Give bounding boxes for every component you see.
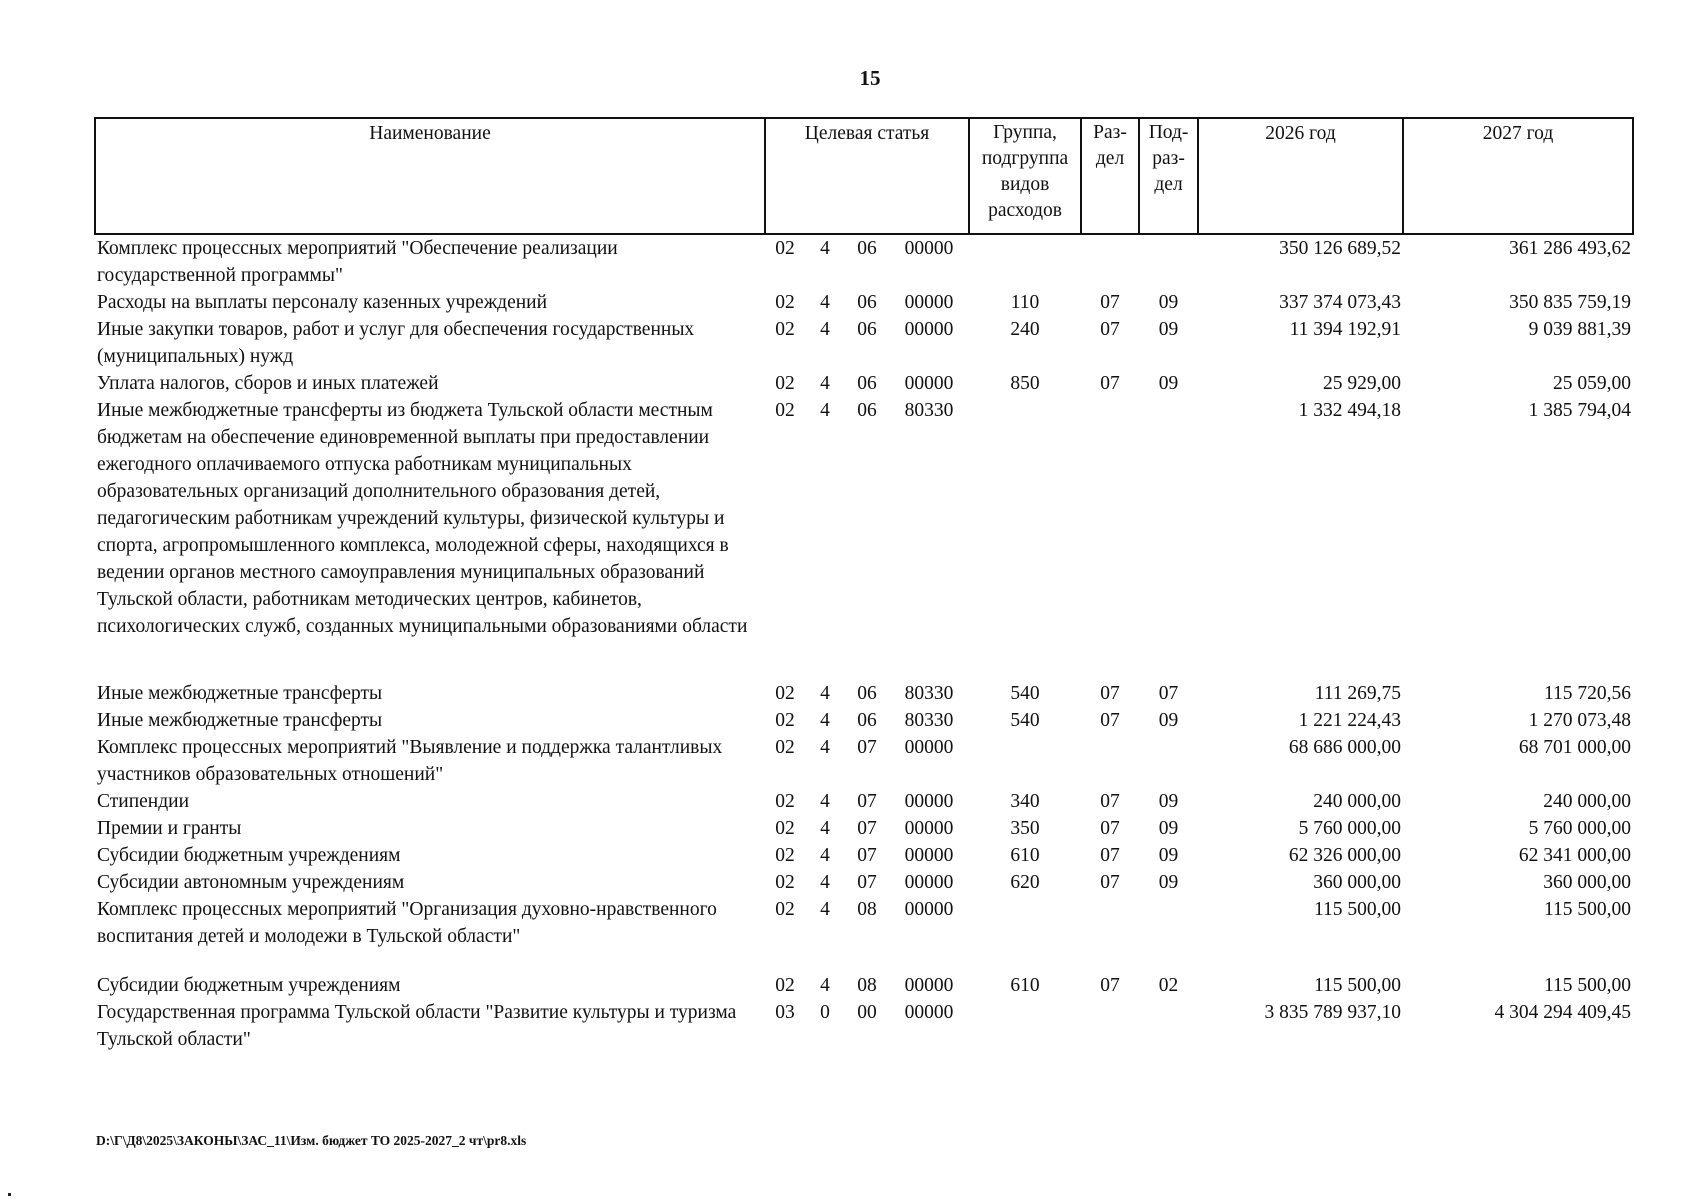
row-target-type: 4 <box>820 400 830 421</box>
scan-mark <box>8 1193 11 1196</box>
row-name: Иные закупки товаров, работ и услуг для обеспечения государственных (муниципальных) нужд <box>97 319 695 367</box>
budget-table-container <box>94 117 1632 1053</box>
row-subsection <box>1139 734 1198 788</box>
row-group <box>969 896 1081 950</box>
row-target-code: 00000 <box>904 319 954 340</box>
table-row <box>95 842 1633 869</box>
row-target-code: 00000 <box>904 845 954 866</box>
row-amount-2026: 240 000,00 <box>1313 791 1402 812</box>
row-group: 540 <box>1010 710 1040 731</box>
row-target-element: 06 <box>857 710 877 731</box>
row-subsection: 09 <box>1158 292 1179 313</box>
row-target-type: 4 <box>820 872 830 893</box>
row-section <box>1081 734 1139 788</box>
row-amount-2027: 4 304 294 409,45 <box>1494 1002 1632 1023</box>
row-target-code: 00000 <box>904 791 954 812</box>
row-target-type: 4 <box>820 373 830 394</box>
row-target-code: 00000 <box>904 1002 954 1023</box>
row-name: Стипендии <box>97 791 190 812</box>
row-amount-2027: 5 760 000,00 <box>1528 818 1632 839</box>
row-target-code: 00000 <box>904 899 954 920</box>
row-subsection: 07 <box>1158 683 1179 704</box>
row-target-program: 02 <box>775 400 795 421</box>
row-target-code: 00000 <box>904 737 954 758</box>
row-name: Иные межбюджетные трансферты <box>97 710 383 731</box>
row-spacer <box>95 640 1633 680</box>
row-amount-2026: 25 929,00 <box>1323 373 1402 394</box>
row-amount-2026: 1 221 224,43 <box>1298 710 1402 731</box>
row-target-element: 06 <box>857 238 877 259</box>
row-subsection <box>1139 999 1198 1053</box>
row-subsection: 09 <box>1158 818 1179 839</box>
row-target-type: 4 <box>820 791 830 812</box>
row-name: Комплекс процессных мероприятий "Обеспечение реализации государственной программы" <box>97 238 618 286</box>
table-row <box>95 680 1633 707</box>
row-target-element: 07 <box>857 872 877 893</box>
row-group: 610 <box>1010 845 1040 866</box>
row-amount-2027: 361 286 493,62 <box>1509 238 1632 259</box>
row-target-program: 02 <box>775 818 795 839</box>
row-target-type: 4 <box>820 238 830 259</box>
row-amount-2026: 350 126 689,52 <box>1279 238 1402 259</box>
row-section: 07 <box>1100 818 1120 839</box>
table-row <box>95 869 1633 896</box>
table-row <box>95 316 1633 370</box>
table-row <box>95 370 1633 397</box>
row-target-element: 08 <box>857 975 877 996</box>
footer-file-path: D:\Г\Д8\2025\ЗАКОНЫ\ЗАС_11\Изм. бюджет ТО 2025-2027_2 чт\pr8.xls <box>96 1133 527 1148</box>
row-name: Субсидии бюджетным учреждениям <box>97 975 401 996</box>
row-group: 540 <box>1010 683 1040 704</box>
row-target-type: 4 <box>820 737 830 758</box>
row-group: 240 <box>1010 319 1040 340</box>
row-target-element: 08 <box>857 899 877 920</box>
row-subsection <box>1139 397 1198 640</box>
row-amount-2027: 9 039 881,39 <box>1528 319 1632 340</box>
row-section: 07 <box>1100 791 1120 812</box>
row-amount-2026: 115 500,00 <box>1314 899 1402 920</box>
row-group <box>969 397 1081 640</box>
row-target-program: 02 <box>775 872 795 893</box>
row-section: 07 <box>1100 683 1120 704</box>
row-subsection <box>1139 234 1198 289</box>
row-target-element: 06 <box>857 400 877 421</box>
row-subsection: 09 <box>1158 710 1179 731</box>
row-section: 07 <box>1100 319 1120 340</box>
row-target-code: 80330 <box>904 400 954 421</box>
row-target-element: 07 <box>857 818 877 839</box>
row-target-program: 02 <box>775 975 795 996</box>
row-amount-2027: 68 701 000,00 <box>1518 737 1632 758</box>
row-amount-2026: 337 374 073,43 <box>1279 292 1402 313</box>
table-row <box>95 972 1633 999</box>
row-target-program: 02 <box>775 238 795 259</box>
budget-table <box>94 117 1634 1053</box>
row-target-code: 00000 <box>904 818 954 839</box>
row-name: Иные межбюджетные трансферты из бюджета Тульской области местным бюджетам на обеспечение единовременной выплаты при предоставлении ежегодного оплачиваемого отпуска работникам муниципальных образовательных организаций дополнительного образования детей, педагогическим работникам учреждений культуры, физической культуры и спорта, агропромышленного комплекса, молодежной сферы, находящихся в ведении органов местного самоуправления муниципальных образований Тульской области, работникам методических центров, кабинетов, психологических служб, созданных муниципальными образованиями области <box>97 400 748 637</box>
header-year-2026: 2026 год <box>1198 118 1403 234</box>
row-target-element: 07 <box>857 845 877 866</box>
row-amount-2026: 68 686 000,00 <box>1288 737 1402 758</box>
row-name: Субсидии бюджетным учреждениям <box>97 845 401 866</box>
row-section <box>1081 999 1139 1053</box>
row-subsection: 09 <box>1158 373 1179 394</box>
table-row <box>95 397 1633 640</box>
table-row <box>95 896 1633 950</box>
row-subsection: 09 <box>1158 845 1179 866</box>
row-subsection <box>1139 896 1198 950</box>
row-amount-2027: 62 341 000,00 <box>1518 845 1632 866</box>
row-target-type: 4 <box>820 683 830 704</box>
row-section: 07 <box>1100 975 1120 996</box>
row-amount-2026: 5 760 000,00 <box>1298 818 1402 839</box>
row-name: Комплекс процессных мероприятий "Организация духовно-нравственного воспитания детей и молодежи в Тульской области" <box>97 899 717 947</box>
row-section: 07 <box>1100 845 1120 866</box>
row-group: 850 <box>1010 373 1040 394</box>
row-amount-2027: 115 720,56 <box>1544 683 1632 704</box>
row-target-element: 07 <box>857 791 877 812</box>
row-name: Уплата налогов, сборов и иных платежей <box>97 373 439 394</box>
row-target-code: 80330 <box>904 683 954 704</box>
row-target-code: 00000 <box>904 872 954 893</box>
row-amount-2027: 115 500,00 <box>1544 899 1632 920</box>
row-target-program: 02 <box>775 683 795 704</box>
row-group: 620 <box>1010 872 1040 893</box>
row-target-element: 06 <box>857 319 877 340</box>
row-target-element: 06 <box>857 373 877 394</box>
row-group: 350 <box>1010 818 1040 839</box>
row-amount-2026: 11 394 192,91 <box>1289 319 1402 340</box>
row-target-code: 00000 <box>904 975 954 996</box>
row-target-program: 02 <box>775 791 795 812</box>
row-target-type: 4 <box>820 319 830 340</box>
row-name: Иные межбюджетные трансферты <box>97 683 383 704</box>
row-group: 610 <box>1010 975 1040 996</box>
row-amount-2026: 360 000,00 <box>1313 872 1402 893</box>
header-section: Раз- дел <box>1081 118 1139 234</box>
header-year-2027: 2027 год <box>1403 118 1633 234</box>
table-row <box>95 234 1633 289</box>
row-target-program: 02 <box>775 373 795 394</box>
header-target-article: Целевая статья <box>765 118 969 234</box>
row-section: 07 <box>1100 872 1120 893</box>
table-header-row <box>95 118 1633 234</box>
row-target-program: 02 <box>775 710 795 731</box>
row-target-program: 02 <box>775 319 795 340</box>
table-row <box>95 707 1633 734</box>
row-name: Расходы на выплаты персоналу казенных учреждений <box>97 292 548 313</box>
row-subsection: 09 <box>1158 872 1179 893</box>
row-target-code: 00000 <box>904 373 954 394</box>
row-group <box>969 734 1081 788</box>
row-amount-2026: 1 332 494,18 <box>1298 400 1402 421</box>
row-amount-2027: 240 000,00 <box>1543 791 1632 812</box>
row-name: Субсидии автономным учреждениям <box>97 872 405 893</box>
row-target-element: 07 <box>857 737 877 758</box>
table-row <box>95 289 1633 316</box>
row-target-code: 80330 <box>904 710 954 731</box>
row-section: 07 <box>1100 373 1120 394</box>
row-amount-2026: 3 835 789 937,10 <box>1264 1002 1402 1023</box>
row-target-element: 00 <box>857 1002 877 1023</box>
row-target-program: 03 <box>775 1002 795 1023</box>
row-target-program: 02 <box>775 292 795 313</box>
table-row <box>95 999 1633 1053</box>
row-amount-2027: 115 500,00 <box>1544 975 1632 996</box>
header-name: Наименование <box>95 118 765 234</box>
table-row <box>95 788 1633 815</box>
row-subsection: 09 <box>1158 319 1179 340</box>
row-amount-2027: 360 000,00 <box>1543 872 1632 893</box>
row-section <box>1081 234 1139 289</box>
row-target-program: 02 <box>775 899 795 920</box>
row-section <box>1081 397 1139 640</box>
row-target-type: 4 <box>820 845 830 866</box>
header-expense-group: Группа, подгруппа видов расходов <box>969 118 1081 234</box>
row-amount-2027: 1 385 794,04 <box>1528 400 1632 421</box>
row-target-code: 00000 <box>904 292 954 313</box>
row-section: 07 <box>1100 292 1120 313</box>
row-target-code: 00000 <box>904 238 954 259</box>
row-target-program: 02 <box>775 737 795 758</box>
row-name: Премии и гранты <box>97 818 242 839</box>
table-row <box>95 734 1633 788</box>
row-name: Комплекс процессных мероприятий "Выявление и поддержка талантливых участников образовательных отношений" <box>97 737 723 785</box>
row-amount-2027: 350 835 759,19 <box>1509 292 1632 313</box>
page-number: 15 <box>859 66 881 90</box>
row-amount-2027: 25 059,00 <box>1553 373 1632 394</box>
row-target-type: 4 <box>820 975 830 996</box>
row-amount-2026: 111 269,75 <box>1314 683 1402 704</box>
table-row <box>95 815 1633 842</box>
row-target-type: 0 <box>820 1002 830 1023</box>
row-section: 07 <box>1100 710 1120 731</box>
row-spacer <box>95 950 1633 972</box>
row-target-element: 06 <box>857 683 877 704</box>
header-subsection: Под- раз- дел <box>1139 118 1198 234</box>
row-group: 110 <box>1010 292 1040 313</box>
row-subsection: 02 <box>1158 975 1179 996</box>
row-group: 340 <box>1010 791 1040 812</box>
row-group <box>969 234 1081 289</box>
row-target-type: 4 <box>820 292 830 313</box>
row-target-type: 4 <box>820 899 830 920</box>
row-target-element: 06 <box>857 292 877 313</box>
row-amount-2027: 1 270 073,48 <box>1528 710 1632 731</box>
row-target-type: 4 <box>820 710 830 731</box>
row-section <box>1081 896 1139 950</box>
row-name: Государственная программа Тульской области "Развитие культуры и туризма Тульской области" <box>97 1002 737 1050</box>
row-amount-2026: 115 500,00 <box>1314 975 1402 996</box>
row-target-type: 4 <box>820 818 830 839</box>
row-subsection: 09 <box>1158 791 1179 812</box>
row-amount-2026: 62 326 000,00 <box>1288 845 1402 866</box>
row-target-program: 02 <box>775 845 795 866</box>
row-group <box>969 999 1081 1053</box>
